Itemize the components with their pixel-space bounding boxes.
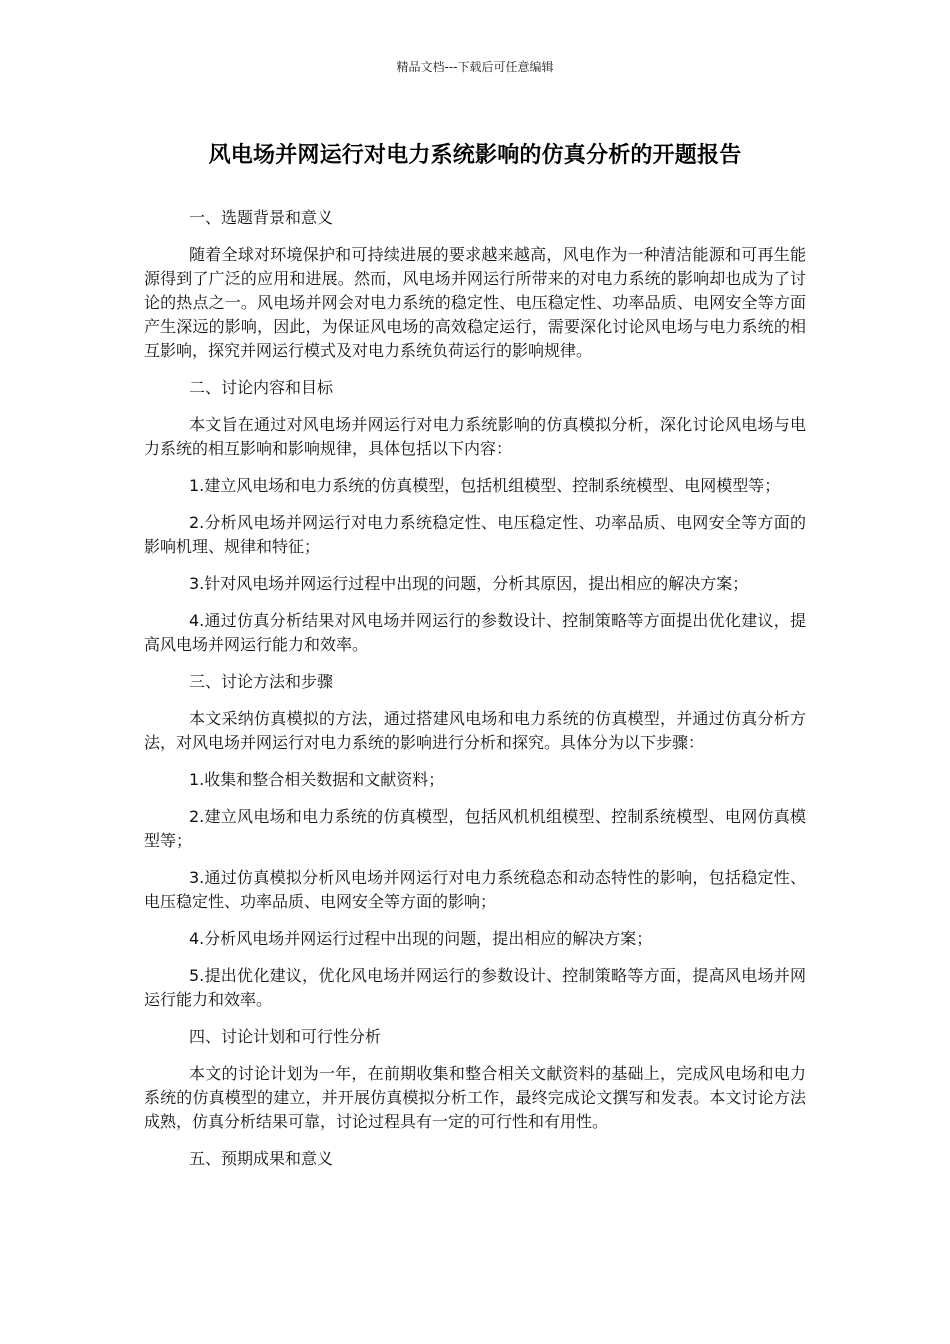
document-title: 风电场并网运行对电力系统影响的仿真分析的开题报告: [208, 143, 742, 168]
section-heading-4: 四、讨论计划和可行性分析: [189, 1027, 382, 1046]
section-heading-2: 二、讨论内容和目标: [189, 378, 334, 397]
list-item-content-3: 3.针对风电场并网运行过程中出现的问题，分析其原因，提出相应的解决方案；: [189, 574, 749, 593]
paragraph-objectives-intro: 本文旨在通过对风电场并网运行对电力系统影响的仿真模拟分析，深化讨论风电场与电力系统的相互影响和影响规律，具体包括以下内容：: [144, 415, 806, 458]
list-item-step-5: 5.提出优化建议，优化风电场并网运行的参数设计、控制策略等方面，提高风电场并网运行能力和效率。: [144, 966, 806, 1009]
list-item-step-2: 2.建立风电场和电力系统的仿真模型，包括风机机组模型、控制系统模型、电网仿真模型等；: [144, 807, 806, 850]
list-item-step-4: 4.分析风电场并网运行过程中出现的问题，提出相应的解决方案；: [189, 929, 653, 948]
paragraph-methods-intro: 本文采纳仿真模拟的方法，通过搭建风电场和电力系统的仿真模型，并通过仿真分析方法，对风电场并网运行对电力系统的影响进行分析和探究。具体分为以下步骤：: [144, 709, 806, 752]
paragraph-background: 随着全球对环境保护和可持续进展的要求越来越高，风电作为一种清洁能源和可再生能源得到了广泛的应用和进展。然而，风电场并网运行所带来的对电力系统的影响却也成为了讨论的热点之一。风电场并网会对电力系统的稳定性、电压稳定性、功率品质、电网安全等方面产生深远的影响，因此，为保证风电场的高效稳定运行，需要深化讨论风电场与电力系统的相互影响，探究并网运行模式及对电力系统负荷运行的影响规律。: [144, 245, 806, 360]
section-heading-1: 一、选题背景和意义: [189, 208, 334, 227]
paragraph-plan: 本文的讨论计划为一年，在前期收集和整合相关文献资料的基础上，完成风电场和电力系统的仿真模型的建立，并开展仿真模拟分析工作，最终完成论文撰写和发表。本文讨论方法成熟，仿真分析结果可靠，讨论过程具有一定的可行性和有用性。: [144, 1064, 806, 1131]
section-heading-3: 三、讨论方法和步骤: [189, 672, 334, 691]
list-item-content-2: 2.分析风电场并网运行对电力系统稳定性、电压稳定性、功率品质、电网安全等方面的影响机理、规律和特征；: [144, 513, 806, 556]
list-item-step-3: 3.通过仿真模拟分析风电场并网运行对电力系统稳态和动态特性的影响，包括稳定性、电压稳定性、功率品质、电网安全等方面的影响；: [144, 868, 806, 911]
page-header: 精品文档---下载后可任意编辑: [396, 60, 554, 74]
section-heading-5: 五、预期成果和意义: [189, 1149, 334, 1168]
document-body: [144, 206, 806, 1184]
list-item-content-4: 4.通过仿真分析结果对风电场并网运行的参数设计、控制策略等方面提出优化建议，提高风电场并网运行能力和效率。: [144, 611, 806, 654]
list-item-content-1: 1.建立风电场和电力系统的仿真模型，包括机组模型、控制系统模型、电网模型等；: [189, 476, 781, 495]
list-item-step-1: 1.收集和整合相关数据和文献资料；: [189, 770, 445, 789]
